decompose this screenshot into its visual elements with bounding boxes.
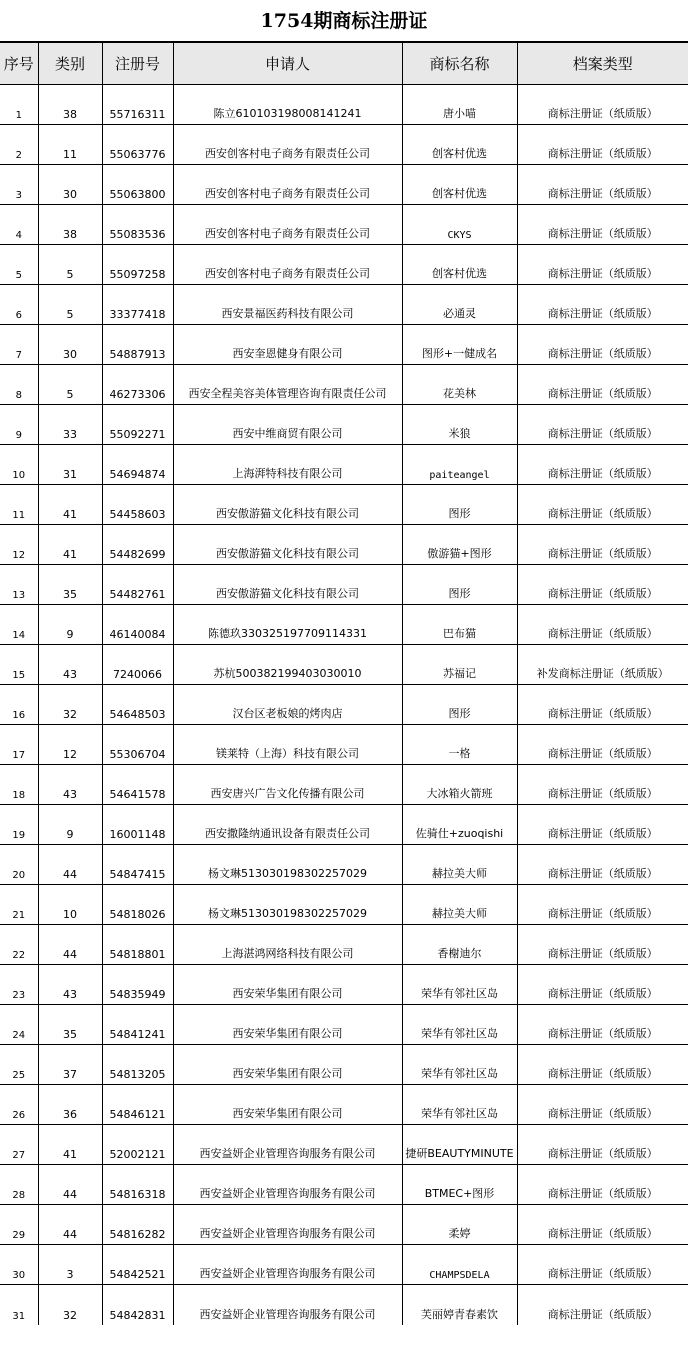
cell-class: 9 — [38, 805, 102, 845]
table-row — [0, 685, 688, 725]
cell-class: 37 — [38, 1045, 102, 1085]
cell-reg-no: 54842521 — [102, 1245, 173, 1285]
cell-class: 32 — [38, 685, 102, 725]
cell-seq: 19 — [0, 805, 38, 845]
cell-seq: 24 — [0, 1005, 38, 1045]
cell-reg-no: 54835949 — [102, 965, 173, 1005]
cell-reg-no: 55083536 — [102, 205, 173, 245]
table-row — [0, 365, 688, 405]
cell-mark-name: 巴布猫 — [402, 605, 517, 645]
table-row — [0, 1125, 688, 1165]
cell-mark-name: 图形+一健成名 — [402, 325, 517, 365]
table-row — [0, 1245, 688, 1285]
table-row — [0, 605, 688, 645]
cell-mark-name: 荣华有邻社区岛 — [402, 1005, 517, 1045]
cell-mark-name: 柔婷 — [402, 1205, 517, 1245]
cell-reg-no: 55063800 — [102, 165, 173, 205]
cell-seq: 20 — [0, 845, 38, 885]
cell-reg-no: 54482699 — [102, 525, 173, 565]
cell-applicant: 西安傲游猫文化科技有限公司 — [173, 525, 402, 565]
table-row — [0, 965, 688, 1005]
table-row — [0, 205, 688, 245]
cell-mark-name: 唐小喵 — [402, 85, 517, 125]
col-header-class: 类别 — [38, 43, 102, 85]
cell-applicant: 上海湛鸿网络科技有限公司 — [173, 925, 402, 965]
cell-class: 43 — [38, 645, 102, 685]
table-row — [0, 1285, 688, 1325]
cell-archive-type: 商标注册证（纸质版） — [517, 1005, 688, 1045]
cell-reg-no: 54694874 — [102, 445, 173, 485]
table-row — [0, 845, 688, 885]
cell-applicant: 西安中维商贸有限公司 — [173, 405, 402, 445]
cell-applicant: 西安荣华集团有限公司 — [173, 1005, 402, 1045]
cell-applicant: 西安景福医药科技有限公司 — [173, 285, 402, 325]
cell-mark-name: 苏福记 — [402, 645, 517, 685]
cell-archive-type: 商标注册证（纸质版） — [517, 1165, 688, 1205]
cell-applicant: 西安荣华集团有限公司 — [173, 1045, 402, 1085]
cell-reg-no: 54648503 — [102, 685, 173, 725]
cell-mark-name: 图形 — [402, 565, 517, 605]
cell-reg-no: 46140084 — [102, 605, 173, 645]
cell-mark-name: 赫拉美大师 — [402, 885, 517, 925]
cell-archive-type: 商标注册证（纸质版） — [517, 885, 688, 925]
cell-reg-no: 54846121 — [102, 1085, 173, 1125]
cell-archive-type: 商标注册证（纸质版） — [517, 525, 688, 565]
cell-applicant: 西安奎恩健身有限公司 — [173, 325, 402, 365]
cell-applicant: 西安益妍企业管理咨询服务有限公司 — [173, 1245, 402, 1285]
cell-class: 12 — [38, 725, 102, 765]
col-header-applicant: 申请人 — [173, 43, 402, 85]
cell-applicant: 西安傲游猫文化科技有限公司 — [173, 485, 402, 525]
cell-archive-type: 商标注册证（纸质版） — [517, 1045, 688, 1085]
cell-seq: 14 — [0, 605, 38, 645]
cell-seq: 26 — [0, 1085, 38, 1125]
cell-archive-type: 商标注册证（纸质版） — [517, 805, 688, 845]
cell-applicant: 西安荣华集团有限公司 — [173, 965, 402, 1005]
cell-seq: 25 — [0, 1045, 38, 1085]
cell-seq: 17 — [0, 725, 38, 765]
cell-reg-no: 54842831 — [102, 1285, 173, 1325]
cell-archive-type: 商标注册证（纸质版） — [517, 1085, 688, 1125]
cell-archive-type: 商标注册证（纸质版） — [517, 845, 688, 885]
sheet-title: 1754期商标注册证 — [0, 0, 688, 42]
cell-reg-no: 55063776 — [102, 125, 173, 165]
cell-mark-name: 荣华有邻社区岛 — [402, 1085, 517, 1125]
cell-seq: 23 — [0, 965, 38, 1005]
cell-mark-name: 荣华有邻社区岛 — [402, 1045, 517, 1085]
header-row — [0, 43, 688, 85]
cell-archive-type: 商标注册证（纸质版） — [517, 245, 688, 285]
cell-applicant: 西安撒隆纳通讯设备有限责任公司 — [173, 805, 402, 845]
cell-seq: 10 — [0, 445, 38, 485]
table-row — [0, 85, 688, 125]
cell-applicant: 西安傲游猫文化科技有限公司 — [173, 565, 402, 605]
cell-reg-no: 7240066 — [102, 645, 173, 685]
cell-seq: 22 — [0, 925, 38, 965]
cell-archive-type: 商标注册证（纸质版） — [517, 405, 688, 445]
table-row — [0, 645, 688, 685]
cell-class: 32 — [38, 1285, 102, 1325]
cell-applicant: 西安益妍企业管理咨询服务有限公司 — [173, 1205, 402, 1245]
cell-seq: 5 — [0, 245, 38, 285]
cell-class: 5 — [38, 285, 102, 325]
cell-seq: 13 — [0, 565, 38, 605]
cell-class: 38 — [38, 205, 102, 245]
cell-archive-type: 商标注册证（纸质版） — [517, 1125, 688, 1165]
table-row — [0, 1005, 688, 1045]
cell-archive-type: 商标注册证（纸质版） — [517, 605, 688, 645]
cell-class: 35 — [38, 565, 102, 605]
col-header-mark-name: 商标名称 — [402, 43, 517, 85]
cell-class: 5 — [38, 365, 102, 405]
cell-class: 41 — [38, 485, 102, 525]
table-row — [0, 925, 688, 965]
col-header-reg-no: 注册号 — [102, 43, 173, 85]
cell-reg-no: 55306704 — [102, 725, 173, 765]
cell-archive-type: 商标注册证（纸质版） — [517, 205, 688, 245]
cell-archive-type: 商标注册证（纸质版） — [517, 85, 688, 125]
cell-mark-name: 捷研BEAUTYMINUTE — [402, 1125, 517, 1165]
cell-seq: 29 — [0, 1205, 38, 1245]
cell-applicant: 西安唐兴广告文化传播有限公司 — [173, 765, 402, 805]
trademark-table — [0, 42, 688, 1325]
cell-class: 10 — [38, 885, 102, 925]
cell-seq: 2 — [0, 125, 38, 165]
table-row — [0, 1205, 688, 1245]
cell-reg-no: 16001148 — [102, 805, 173, 845]
table-row — [0, 1045, 688, 1085]
cell-reg-no: 33377418 — [102, 285, 173, 325]
cell-class: 41 — [38, 1125, 102, 1165]
table-row — [0, 405, 688, 445]
cell-seq: 31 — [0, 1285, 38, 1325]
cell-mark-name: 赫拉美大师 — [402, 845, 517, 885]
table-row — [0, 165, 688, 205]
cell-mark-name: 花美林 — [402, 365, 517, 405]
cell-class: 33 — [38, 405, 102, 445]
cell-mark-name: 必通灵 — [402, 285, 517, 325]
cell-applicant: 西安创客村电子商务有限责任公司 — [173, 205, 402, 245]
cell-applicant: 陈德玖330325197709114331 — [173, 605, 402, 645]
col-header-seq: 序号 — [0, 43, 38, 85]
cell-seq: 6 — [0, 285, 38, 325]
cell-seq: 28 — [0, 1165, 38, 1205]
cell-applicant: 西安益妍企业管理咨询服务有限公司 — [173, 1125, 402, 1165]
cell-mark-name: 图形 — [402, 485, 517, 525]
cell-seq: 18 — [0, 765, 38, 805]
table-row — [0, 445, 688, 485]
cell-mark-name: 荣华有邻社区岛 — [402, 965, 517, 1005]
cell-class: 5 — [38, 245, 102, 285]
cell-class: 43 — [38, 765, 102, 805]
cell-archive-type: 商标注册证（纸质版） — [517, 125, 688, 165]
cell-applicant: 西安益妍企业管理咨询服务有限公司 — [173, 1165, 402, 1205]
cell-mark-name: 佐骑仕+zuoqishi — [402, 805, 517, 845]
col-header-archive-type: 档案类型 — [517, 43, 688, 85]
cell-class: 41 — [38, 525, 102, 565]
cell-archive-type: 商标注册证（纸质版） — [517, 565, 688, 605]
cell-mark-name: 创客村优选 — [402, 245, 517, 285]
cell-seq: 7 — [0, 325, 38, 365]
cell-class: 35 — [38, 1005, 102, 1045]
cell-seq: 21 — [0, 885, 38, 925]
cell-seq: 4 — [0, 205, 38, 245]
cell-archive-type: 商标注册证（纸质版） — [517, 1285, 688, 1325]
cell-class: 30 — [38, 325, 102, 365]
cell-class: 43 — [38, 965, 102, 1005]
cell-seq: 3 — [0, 165, 38, 205]
cell-mark-name: CHAMPSDELA — [402, 1245, 517, 1285]
cell-reg-no: 55097258 — [102, 245, 173, 285]
cell-archive-type: 商标注册证（纸质版） — [517, 1245, 688, 1285]
cell-mark-name: paiteangel — [402, 445, 517, 485]
table-row — [0, 125, 688, 165]
cell-applicant: 汉台区老板娘的烤肉店 — [173, 685, 402, 725]
cell-seq: 8 — [0, 365, 38, 405]
cell-reg-no: 54816318 — [102, 1165, 173, 1205]
cell-applicant: 陈立610103198008141241 — [173, 85, 402, 125]
cell-mark-name: 米狼 — [402, 405, 517, 445]
cell-reg-no: 54813205 — [102, 1045, 173, 1085]
cell-reg-no: 52002121 — [102, 1125, 173, 1165]
table-row — [0, 285, 688, 325]
cell-applicant: 西安益妍企业管理咨询服务有限公司 — [173, 1285, 402, 1325]
cell-class: 30 — [38, 165, 102, 205]
cell-archive-type: 商标注册证（纸质版） — [517, 965, 688, 1005]
cell-class: 9 — [38, 605, 102, 645]
cell-applicant: 西安创客村电子商务有限责任公司 — [173, 245, 402, 285]
cell-class: 44 — [38, 1205, 102, 1245]
cell-applicant: 杨文琳513030198302257029 — [173, 845, 402, 885]
cell-reg-no: 55716311 — [102, 85, 173, 125]
cell-reg-no: 54816282 — [102, 1205, 173, 1245]
cell-seq: 9 — [0, 405, 38, 445]
cell-class: 36 — [38, 1085, 102, 1125]
cell-seq: 15 — [0, 645, 38, 685]
cell-seq: 27 — [0, 1125, 38, 1165]
cell-archive-type: 商标注册证（纸质版） — [517, 445, 688, 485]
cell-mark-name: 大冰箱火箭班 — [402, 765, 517, 805]
cell-applicant: 西安全程美容美体管理咨询有限责任公司 — [173, 365, 402, 405]
cell-class: 44 — [38, 845, 102, 885]
table-row — [0, 565, 688, 605]
cell-reg-no: 55092271 — [102, 405, 173, 445]
cell-archive-type: 商标注册证（纸质版） — [517, 765, 688, 805]
table-row — [0, 325, 688, 365]
cell-archive-type: 商标注册证（纸质版） — [517, 485, 688, 525]
cell-reg-no: 54641578 — [102, 765, 173, 805]
cell-applicant: 镁莱特（上海）科技有限公司 — [173, 725, 402, 765]
cell-mark-name: 芙丽婷青春素饮 — [402, 1285, 517, 1325]
cell-reg-no: 54847415 — [102, 845, 173, 885]
cell-mark-name: BTMEC+图形 — [402, 1165, 517, 1205]
cell-archive-type: 商标注册证（纸质版） — [517, 925, 688, 965]
cell-class: 11 — [38, 125, 102, 165]
cell-class: 31 — [38, 445, 102, 485]
cell-mark-name: 创客村优选 — [402, 165, 517, 205]
cell-seq: 1 — [0, 85, 38, 125]
cell-reg-no: 54482761 — [102, 565, 173, 605]
cell-seq: 11 — [0, 485, 38, 525]
cell-applicant: 西安创客村电子商务有限责任公司 — [173, 165, 402, 205]
cell-reg-no: 54841241 — [102, 1005, 173, 1045]
cell-reg-no: 54887913 — [102, 325, 173, 365]
cell-archive-type: 商标注册证（纸质版） — [517, 365, 688, 405]
cell-applicant: 西安创客村电子商务有限责任公司 — [173, 125, 402, 165]
table-row — [0, 245, 688, 285]
cell-reg-no: 54458603 — [102, 485, 173, 525]
cell-seq: 12 — [0, 525, 38, 565]
cell-applicant: 苏杭500382199403030010 — [173, 645, 402, 685]
cell-archive-type: 商标注册证（纸质版） — [517, 1205, 688, 1245]
cell-archive-type: 补发商标注册证（纸质版） — [517, 645, 688, 685]
table-row — [0, 885, 688, 925]
cell-archive-type: 商标注册证（纸质版） — [517, 165, 688, 205]
cell-applicant: 上海湃特科技有限公司 — [173, 445, 402, 485]
cell-reg-no: 54818801 — [102, 925, 173, 965]
cell-class: 38 — [38, 85, 102, 125]
cell-mark-name: 傲游猫+图形 — [402, 525, 517, 565]
table-row — [0, 765, 688, 805]
cell-archive-type: 商标注册证（纸质版） — [517, 685, 688, 725]
cell-archive-type: 商标注册证（纸质版） — [517, 285, 688, 325]
table-row — [0, 1085, 688, 1125]
cell-applicant: 杨文琳513030198302257029 — [173, 885, 402, 925]
cell-class: 3 — [38, 1245, 102, 1285]
table-row — [0, 485, 688, 525]
table-row — [0, 805, 688, 845]
cell-applicant: 西安荣华集团有限公司 — [173, 1085, 402, 1125]
cell-mark-name: 创客村优选 — [402, 125, 517, 165]
cell-mark-name: 图形 — [402, 685, 517, 725]
cell-archive-type: 商标注册证（纸质版） — [517, 725, 688, 765]
cell-reg-no: 54818026 — [102, 885, 173, 925]
table-row — [0, 525, 688, 565]
cell-mark-name: CKYS — [402, 205, 517, 245]
cell-mark-name: 一格 — [402, 725, 517, 765]
cell-archive-type: 商标注册证（纸质版） — [517, 325, 688, 365]
cell-seq: 16 — [0, 685, 38, 725]
table-row — [0, 725, 688, 765]
cell-seq: 30 — [0, 1245, 38, 1285]
cell-mark-name: 香榭迪尔 — [402, 925, 517, 965]
table-row — [0, 1165, 688, 1205]
cell-class: 44 — [38, 925, 102, 965]
cell-class: 44 — [38, 1165, 102, 1205]
cell-reg-no: 46273306 — [102, 365, 173, 405]
